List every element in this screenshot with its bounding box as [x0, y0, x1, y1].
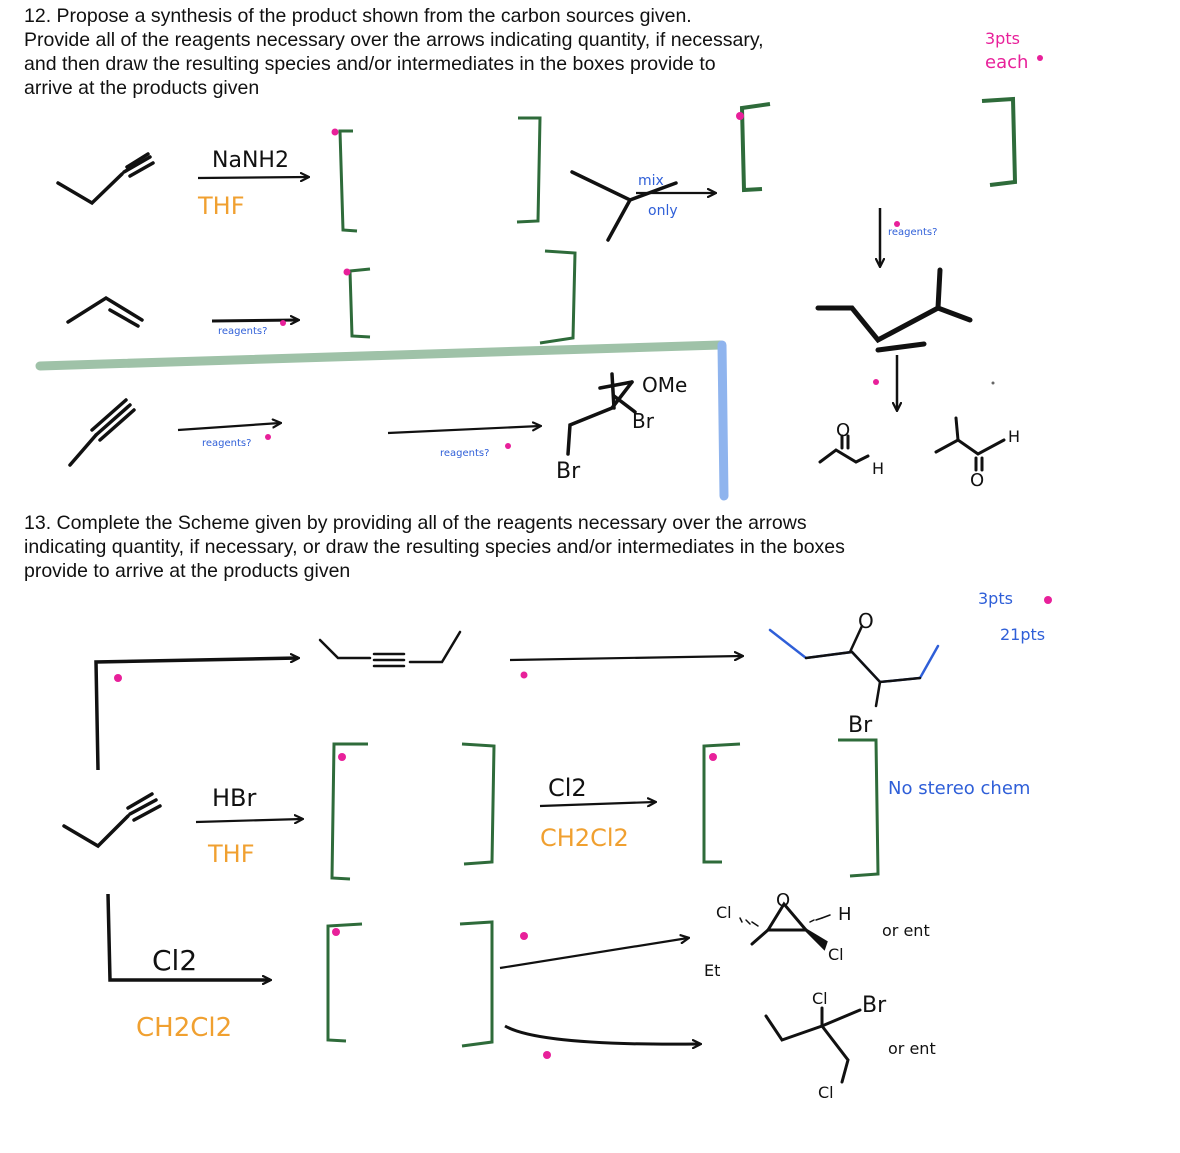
no-stereo-note: No stereo chem [888, 778, 1031, 799]
cl-label-b: Cl [828, 945, 844, 964]
reagent-hbr: HBr [212, 784, 257, 812]
alkene-product-structure [818, 270, 970, 350]
only-label: only [648, 203, 678, 219]
dibromo-ether-structure [568, 374, 635, 454]
ketone-oxygen: O [858, 609, 874, 633]
br-label-3: Br [848, 713, 873, 738]
h-label-2: H [1008, 427, 1021, 446]
hexyne-structure [320, 632, 460, 666]
q12-line: arrive at the products given [24, 77, 260, 99]
divider-green-line [40, 345, 720, 366]
route-line-top [96, 658, 298, 770]
reagent-ch2cl2-2: CH2Cl2 [136, 1013, 233, 1043]
trihalide-structure [766, 1008, 860, 1082]
q13-line: indicating quantity, if necessary, or draw the resulting species and/or intermediates in the boxes [24, 536, 845, 558]
reagent-cl2-1: Cl2 [548, 774, 587, 802]
or-ent-label-2: or ent [888, 1039, 936, 1058]
h-label-1: H [872, 459, 885, 478]
arrow-q13-bottom-2 [505, 1026, 700, 1044]
aldehyde-oxygen: O [836, 420, 851, 441]
box-4 [332, 744, 494, 879]
total-q13: 21pts [1000, 625, 1046, 644]
arrow-q13-bottom-1 [500, 938, 688, 968]
gray-dot [992, 382, 995, 385]
br-label-4: Br [862, 993, 887, 1018]
propyne-structure-3 [64, 794, 160, 846]
box-3 [350, 251, 575, 343]
arrow-1 [198, 177, 308, 178]
reagents-label-2: reagents? [202, 438, 252, 449]
arrow-5 [388, 426, 540, 433]
cl-label-a: Cl [716, 903, 732, 922]
br-label-1: Br [632, 409, 654, 433]
isobutanal-structure [936, 418, 1004, 470]
propyne-structure [58, 154, 153, 203]
reagent-nanh2: NaNH2 [212, 148, 289, 173]
or-ent-label-1: or ent [882, 921, 930, 940]
q12-line: Provide all of the reagents necessary over the arrows indicating quantity, if necessary, [24, 29, 764, 51]
arrow-q13-top [510, 656, 742, 660]
grading-dots [114, 55, 1052, 1059]
arrow-3 [212, 320, 298, 321]
q13-line: 13. Complete the Scheme given by providing all of the reagents necessary over the arrows [24, 512, 807, 534]
q13-line: provide to arrive at the products given [24, 560, 351, 582]
reagents-label-4: reagents? [888, 227, 938, 238]
reagents-label-5: reagents? [1050, 1148, 1055, 1149]
points-q13: 3pts [978, 589, 1013, 608]
arrow-q13-mid-2 [540, 802, 655, 806]
et-label: Et [704, 961, 721, 980]
q12-line: 12. Propose a synthesis of the product shown from the carbon sources given. [24, 5, 692, 27]
box-1 [340, 118, 540, 231]
box-6 [328, 922, 492, 1046]
propyne-structure-2 [70, 400, 134, 465]
cl-label-c: Cl [812, 989, 828, 1008]
epoxide-oxygen: O [776, 890, 791, 911]
propene-structure [68, 298, 142, 326]
arrow-q13-mid-1 [196, 819, 302, 822]
each-label: each [985, 52, 1029, 73]
reagent-thf-1: THF [198, 192, 245, 220]
divider-blue-line [722, 345, 724, 496]
box-2 [742, 99, 1015, 190]
bromoketone-structure [770, 626, 938, 706]
h-label-3: H [838, 904, 852, 925]
box-5 [704, 740, 878, 876]
reagents-label-1: reagents? [218, 326, 268, 337]
cl-label-d: Cl [818, 1083, 834, 1102]
ome-label: OMe [642, 373, 688, 397]
reagent-thf-2: THF [208, 840, 255, 868]
isobutanal-oxygen: O [970, 470, 985, 491]
points-q12: 3pts [985, 29, 1020, 48]
reagent-ch2cl2-1: CH2Cl2 [540, 824, 629, 852]
arrow-4 [178, 423, 280, 430]
mix-label: mix [638, 173, 664, 189]
q12-line: and then draw the resulting species and/or intermediates in the boxes provide to [24, 53, 716, 75]
reagent-cl2-2: Cl2 [152, 944, 198, 977]
reagents-label-3: reagents? [440, 448, 490, 459]
br-label-2: Br [556, 459, 581, 484]
